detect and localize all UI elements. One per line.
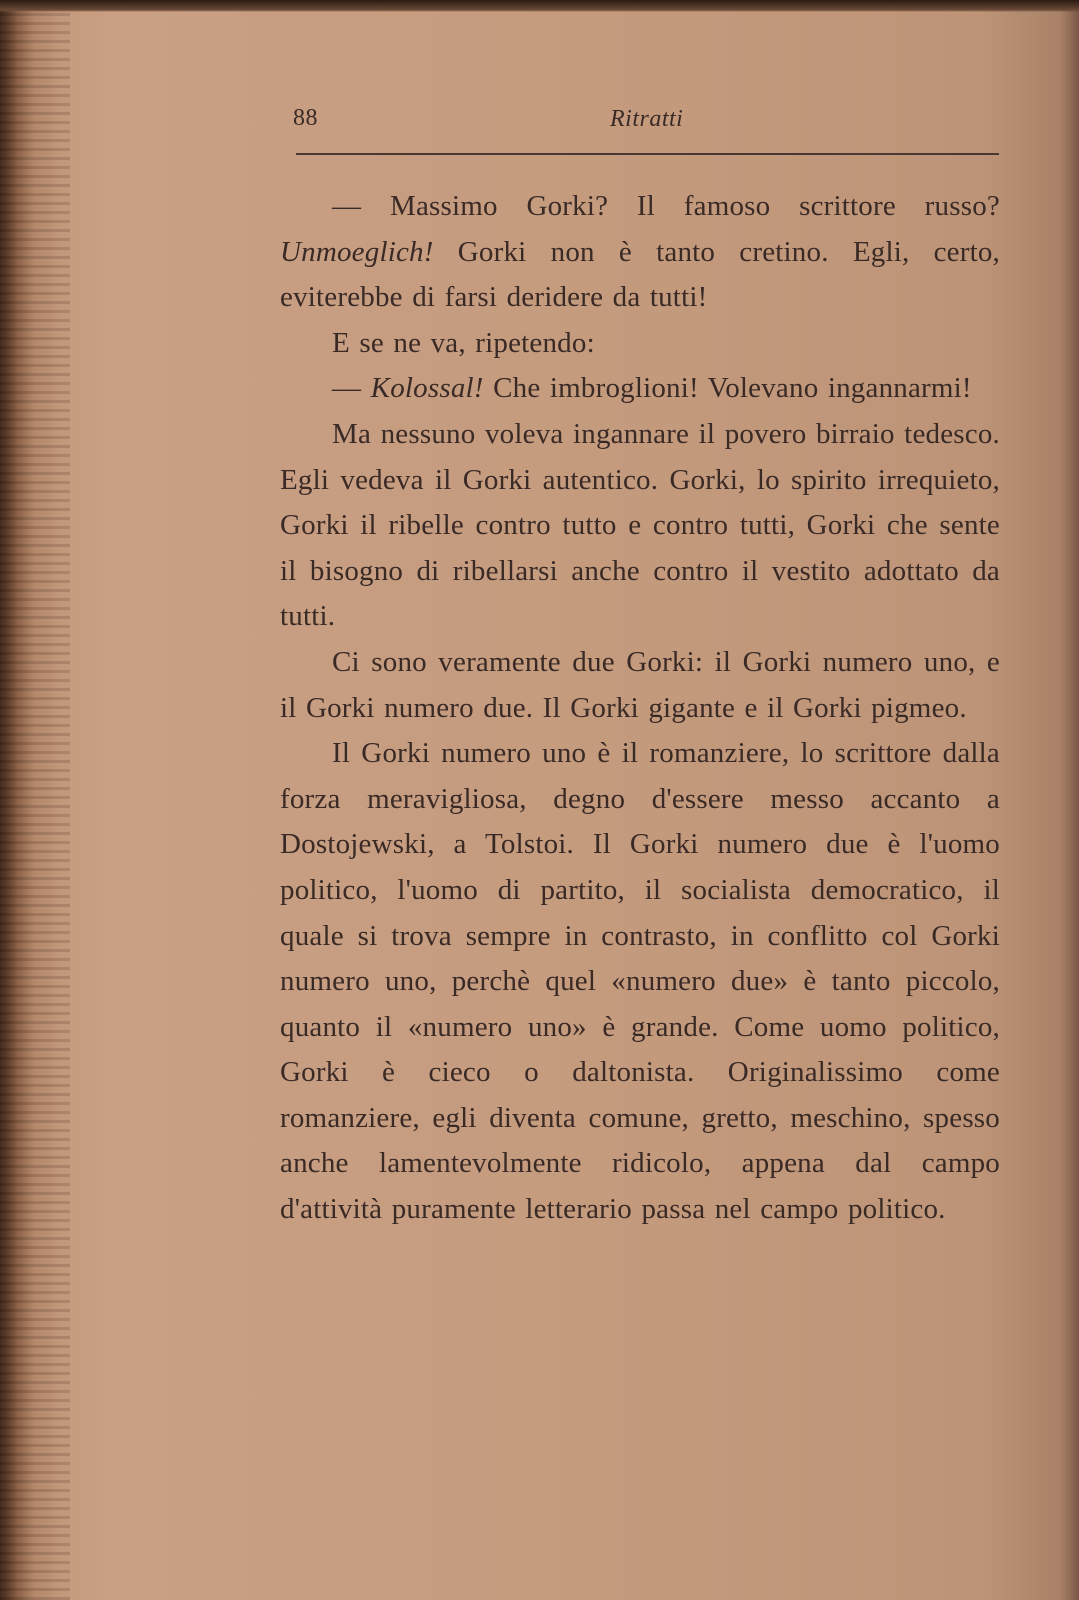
italic-text-segment: Kolossal! <box>370 372 484 405</box>
running-title: Ritratti <box>610 106 684 132</box>
text-segment: Il Gorki numero uno è il romanziere, lo scrittore dalla forza meravigliosa, degno d'essere messo accanto a Dostojewski, a Tolstoi. Il Gorki numero due è l'uomo politico, l'uomo di partito, il socialista democratico, il quale si trova sempre in contrasto, in conflitto col Gorki numero uno, perchè quel «numero due» è tanto piccolo, quanto il «numero uno» è grande. Come uomo politico, Gorki è cieco o daltonista. Originalissimo come romanziere, egli diventa comune, gretto, meschino, spesso anche lamentevolmente ridicolo, appena dal campo d'attività puramente letterario passa nel campo politico. <box>280 737 1000 1226</box>
paragraph <box>280 184 1000 321</box>
paragraph <box>280 640 1000 731</box>
text-segment: E se ne va, ripetendo: <box>332 326 595 359</box>
text-segment: — <box>332 372 371 405</box>
paragraph <box>280 321 1000 367</box>
italic-text-segment: Unmoeglich! <box>280 235 434 268</box>
paragraph <box>280 366 1000 412</box>
text-segment: Che imbroglioni! Volevano ingannarmi! <box>483 372 972 405</box>
text-segment: Ci sono veramente due Gorki: il Gorki numero uno, e il Gorki numero due. Il Gorki gigante e il Gorki pigmeo. <box>280 645 1000 724</box>
text-segment: Gorki non è tanto cretino. Egli, certo, eviterebbe di farsi deridere da tutti! <box>280 235 1000 314</box>
body-text <box>280 184 1000 1233</box>
paragraph <box>280 731 1000 1233</box>
page-number: 88 <box>293 105 318 131</box>
text-segment: — Massimo Gorki? Il famoso scrittore russo? <box>332 190 1000 222</box>
header-rule <box>296 153 999 155</box>
paragraph <box>280 412 1000 640</box>
text-segment: Ma nessuno voleva ingannare il povero birraio tedesco. Egli vedeva il Gorki autentico. Gorki, lo spirito irrequieto, Gorki il ribelle contro tutto e contro tutti, Gorki che sente il bisogno di ribellarsi anche contro il vestito adottato da tutti. <box>280 417 1000 633</box>
